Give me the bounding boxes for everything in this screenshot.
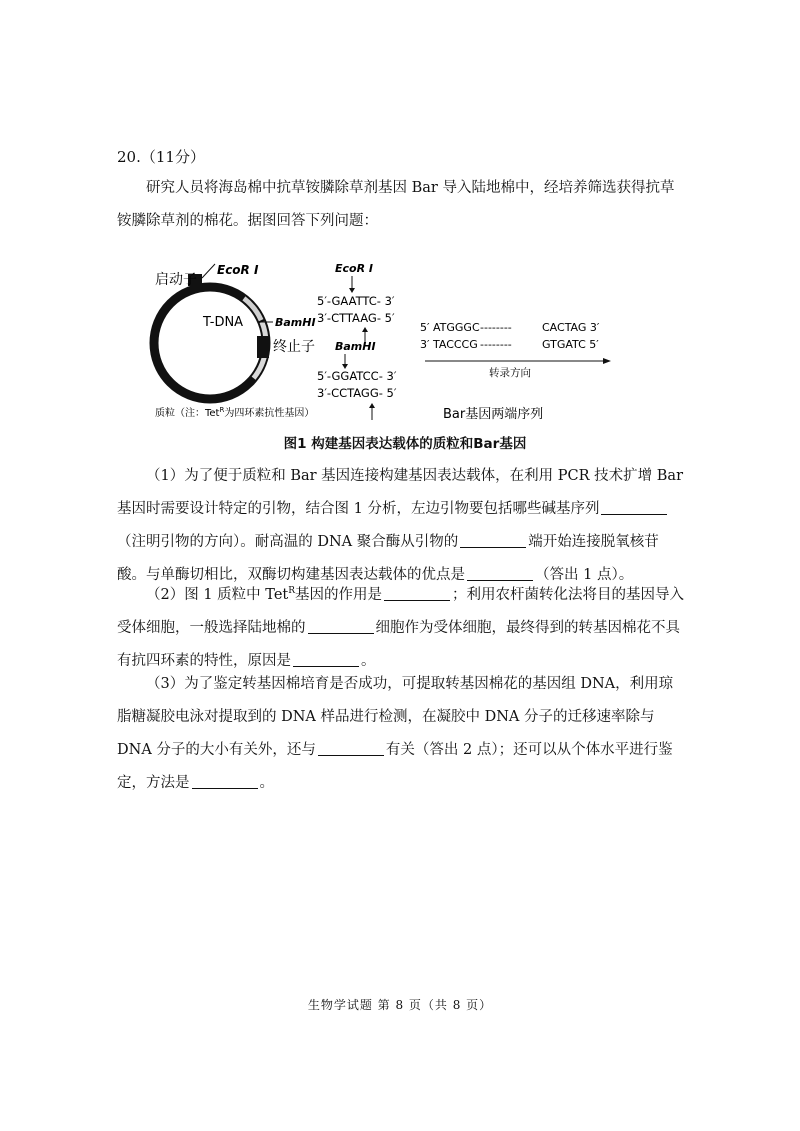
ecori-top-strand: 5′-GAATTC- 3′ bbox=[317, 294, 395, 308]
question-number: 20.（11分） bbox=[117, 148, 205, 166]
part-1-text-b: （注明引物的方向）。耐高温的 DNA 聚合酶从引物的 bbox=[117, 534, 459, 550]
bar-sequence-title: Bar基因两端序列 bbox=[443, 407, 544, 422]
question-part-3 bbox=[117, 668, 687, 800]
bamhi-site-label: BamHⅠ bbox=[335, 340, 376, 353]
ecori-site-label: EcoR Ⅰ bbox=[335, 262, 373, 275]
figure-1 bbox=[145, 258, 665, 453]
bar-top-right: CACTAG 3′ bbox=[542, 321, 600, 334]
part-2-text-d: 细胞作为受体细胞，最终得到的转基因棉花不具有抗四环素的特性，原因是 bbox=[117, 619, 680, 669]
plasmid-ecori-label: EcoR Ⅰ bbox=[217, 263, 259, 277]
terminator-block bbox=[257, 336, 269, 358]
part-3-text-a: （3）为了鉴定转基因棉培育是否成功，可提取转基因棉花的基因组 DNA，利用琼脂糖凝胶电泳对提取到的 DNA 样品进行检测，在凝胶中 DNA 分子的迁移速率除与 DNA 分子的大小有关外，还与 bbox=[117, 676, 674, 758]
part-3-text-c: 。 bbox=[259, 775, 274, 791]
terminator-label: 终止子 bbox=[273, 339, 315, 355]
plasmid-bamhi-label: BamHⅠ bbox=[275, 316, 316, 329]
part-2-text-e: 。 bbox=[361, 652, 376, 669]
part-2-sup: R bbox=[288, 586, 296, 596]
part-1-text-c: 端开始连接脱氧核苷酸。与单酶切相比，双酶切构建基因表达载体的优点是 bbox=[117, 534, 659, 583]
transcription-direction-arrowhead bbox=[603, 358, 611, 364]
answer-blank[interactable] bbox=[318, 741, 384, 756]
ecori-bottom-strand: 3′-CTTAAG- 5′ bbox=[317, 311, 395, 325]
bar-bottom-right: GTGATC 5′ bbox=[542, 338, 599, 351]
ecori-cut-arrowhead bbox=[349, 288, 355, 293]
question-part-2 bbox=[117, 575, 687, 678]
bamhi-bottom-arrowhead bbox=[369, 403, 375, 408]
bar-bottom-dash: -------- bbox=[480, 338, 512, 351]
figure-1-diagram bbox=[145, 258, 665, 428]
bamhi-bottom-strand: 3′-CCTAGG- 5′ bbox=[317, 386, 397, 400]
tdna-label: T-DNA bbox=[203, 315, 244, 330]
page-footer: 生物学试题 第 8 页（共 8 页） bbox=[307, 998, 493, 1012]
bamhi-top-strand: 5′-GGATCC- 3′ bbox=[317, 369, 397, 383]
question-part-1 bbox=[117, 460, 687, 592]
tet-label: Tet$^R$ bbox=[191, 376, 211, 389]
part-1-text-a: （1）为了便于质粒和 Bar 基因连接构建基因表达载体，在利用 PCR 技术扩增 Bar 基因时需要设计特定的引物，结合图 1 分析，左边引物要包括哪些碱基序列 bbox=[117, 468, 683, 517]
part-3-text-b: 有关（答出 2 点）；还可以从个体水平进行鉴定，方法是 bbox=[117, 742, 673, 791]
ecori-bottom-arrowhead bbox=[362, 327, 368, 332]
part-2-text-a: （2）图 1 质粒中 Tet bbox=[146, 586, 289, 603]
answer-blank[interactable] bbox=[460, 533, 526, 548]
transcription-direction-label: 转录方向 bbox=[489, 367, 531, 379]
question-intro: 研究人员将海岛棉中抗草铵膦除草剂基因 Bar 导入陆地棉中，经培养筛选获得抗草铵膦除草剂的棉花。据图回答下列问题： bbox=[117, 180, 675, 229]
part-2-text-c: ；利用农杆菌转化法将目的基因导入受体细胞，一般选择陆地棉的 bbox=[117, 586, 685, 636]
answer-blank[interactable] bbox=[192, 774, 258, 789]
answer-blank[interactable] bbox=[293, 652, 359, 667]
promoter-label: 启动子 bbox=[155, 272, 197, 288]
bar-top-dash: -------- bbox=[480, 321, 512, 334]
ecori-pointer bbox=[202, 264, 215, 278]
figure-caption: 图1 构建基因表达载体的质粒和Bar基因 bbox=[283, 436, 527, 452]
part-1-text-d: （答出 1 点）。 bbox=[535, 567, 634, 583]
answer-blank[interactable] bbox=[384, 586, 450, 601]
plasmid-note: 质粒（注：Tet$^R$为四环素抗性基因） bbox=[155, 406, 315, 419]
bar-bottom-left: 3′ TACCCG bbox=[420, 338, 478, 351]
answer-blank[interactable] bbox=[601, 500, 667, 515]
part-2-text-b: 基因的作用是 bbox=[295, 586, 383, 603]
answer-blank[interactable] bbox=[308, 619, 374, 634]
bar-top-left: 5′ ATGGGC bbox=[420, 321, 480, 334]
